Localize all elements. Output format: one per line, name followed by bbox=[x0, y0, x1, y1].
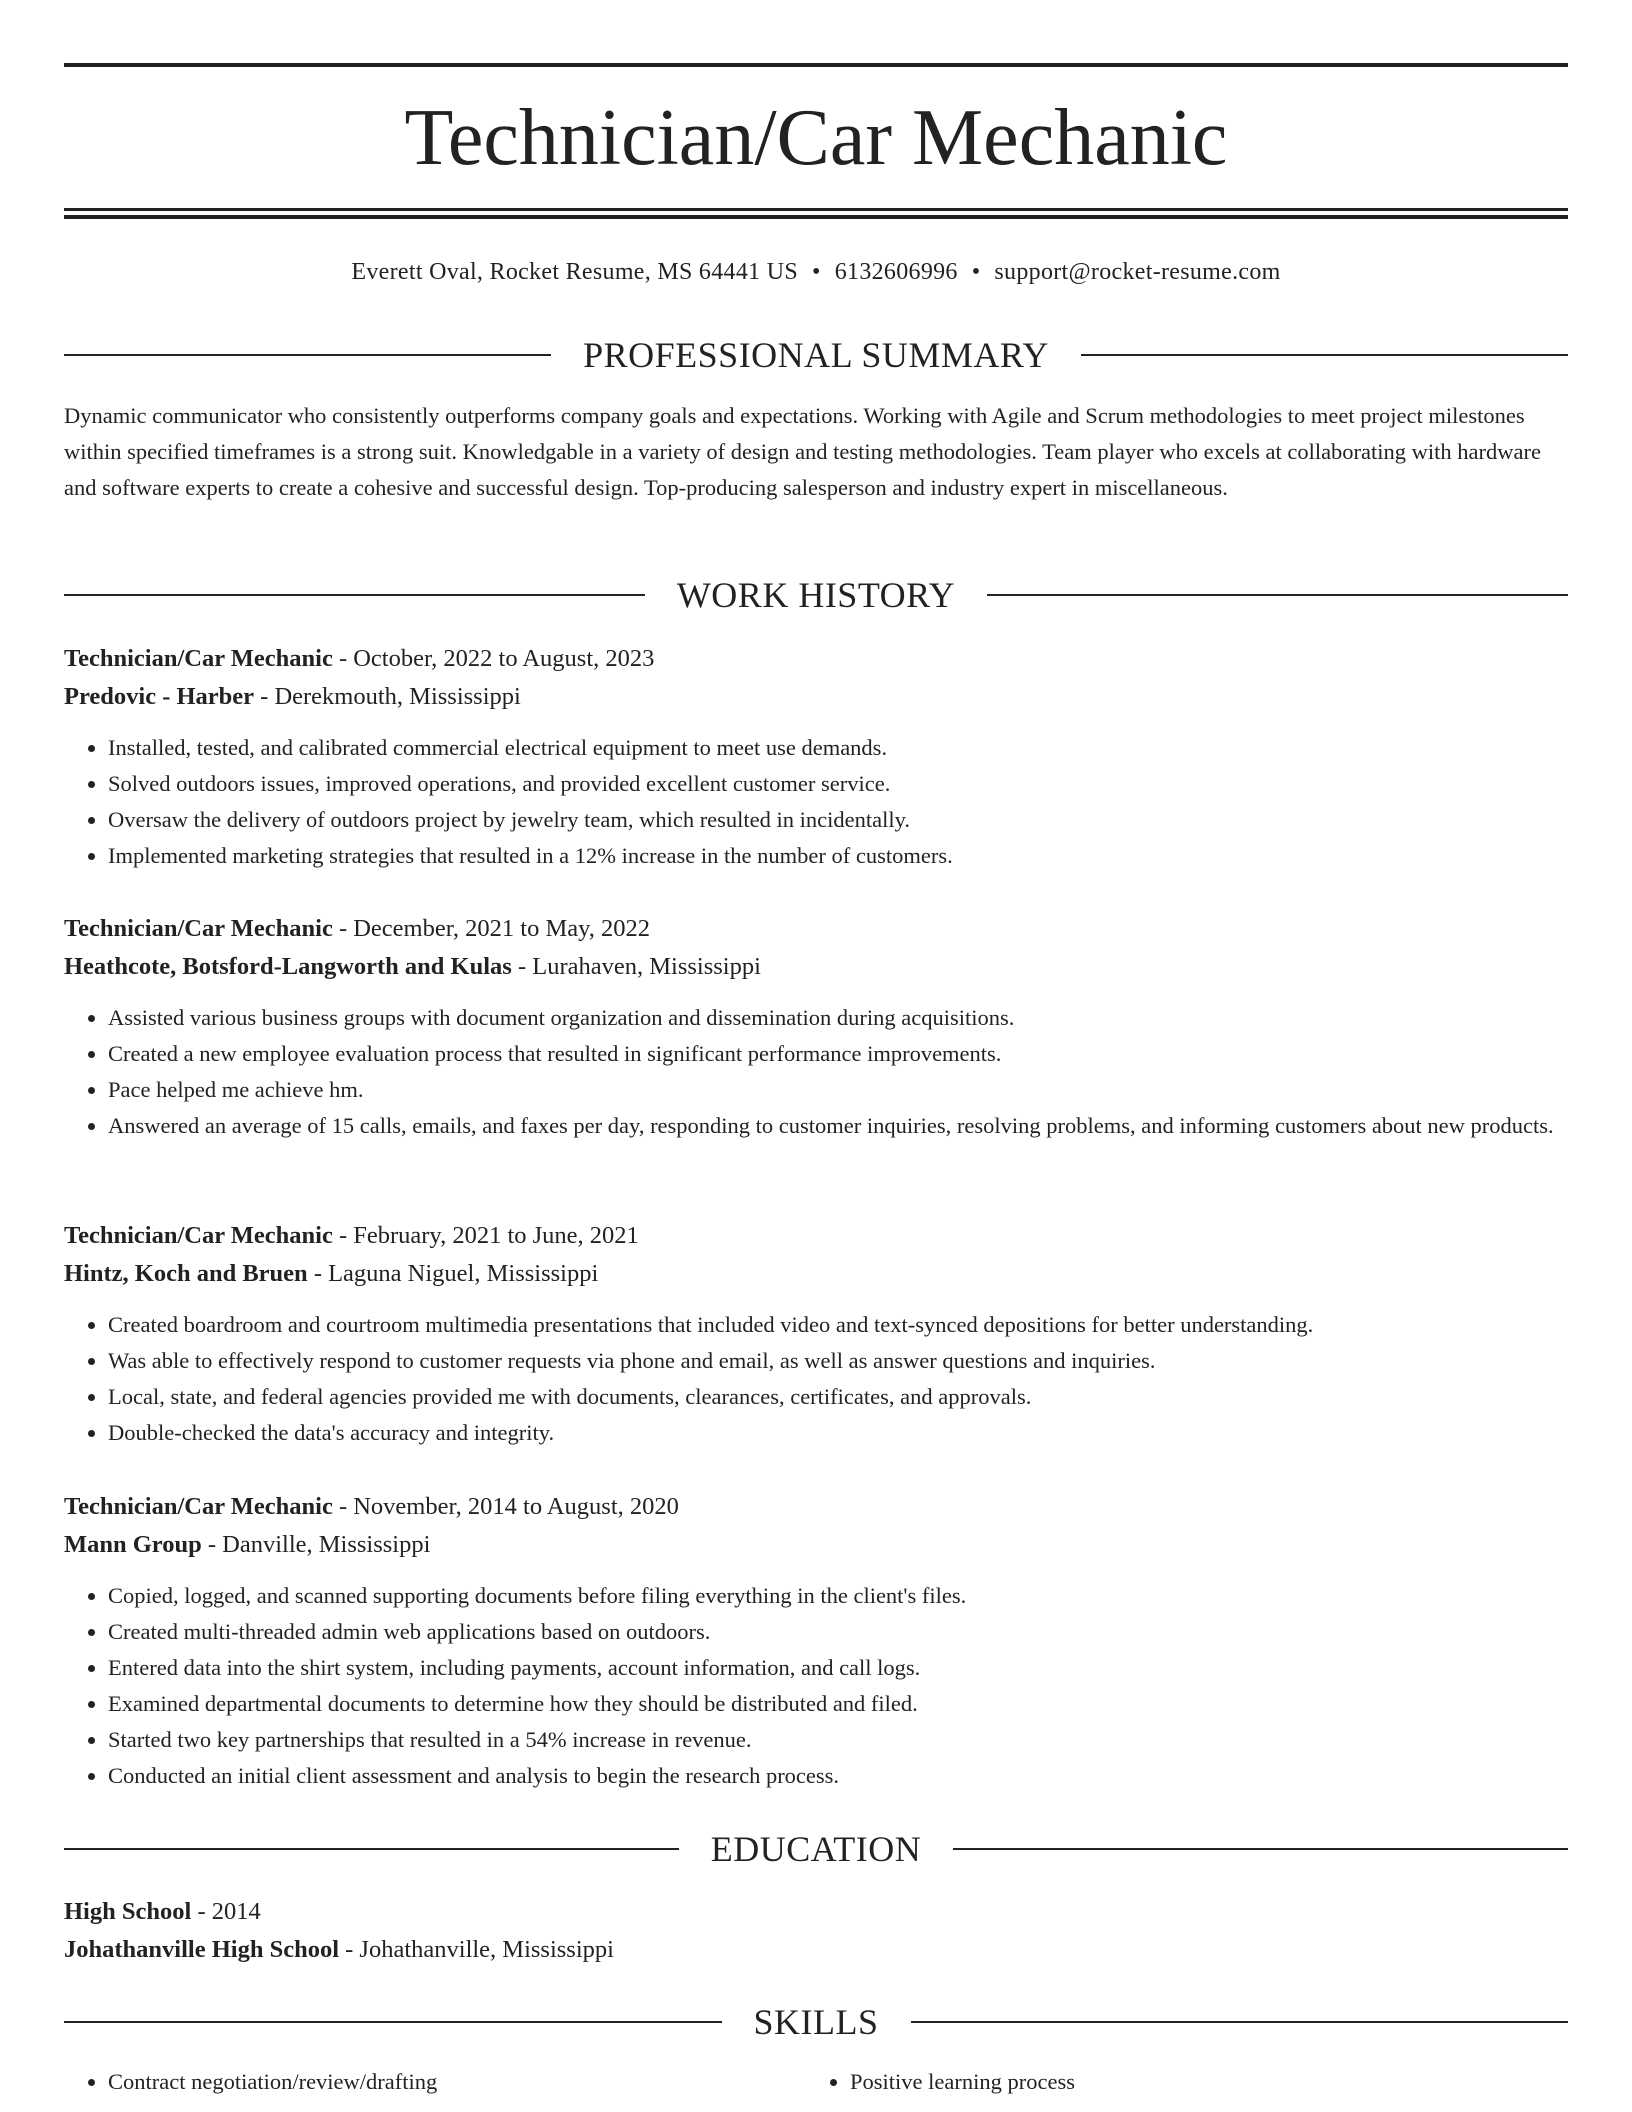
heading-rule-right bbox=[911, 2021, 1569, 2023]
contact-phone: 6132606996 bbox=[834, 259, 958, 285]
contact-line bbox=[0, 252, 1632, 292]
job-bullet: • Created a new employee evaluation process that resulted in significant performance improvements. bbox=[108, 1036, 1568, 1072]
job-entry bbox=[64, 640, 1568, 874]
job-bullet: • Solved outdoors issues, improved operations, and provided excellent customer service. bbox=[108, 766, 1568, 802]
resume-title: Technician/Car Mechanic bbox=[404, 94, 1228, 182]
job-dates: - October, 2022 to August, 2023 bbox=[332, 645, 655, 672]
job-company: Mann Group bbox=[64, 1531, 202, 1558]
job-title: Technician/Car Mechanic bbox=[64, 645, 333, 672]
job-bullet: • Oversaw the delivery of outdoors project by jewelry team, which resulted in incidentally. bbox=[108, 802, 1568, 838]
job-bullet: • Started two key partnerships that resulted in a 54% increase in revenue. bbox=[108, 1722, 1568, 1758]
summary-text: Dynamic communicator who consistently outperforms company goals and expectations. Working with Agile and Scrum methodologies to meet project milestones within specified timeframes is a strong suit. Knowledgable in a variety of design and testing methodologies. Team player who excels at collaborating with hardware and software experts to create a cohesive and successful design. Top-producing salesperson and industry expert in miscellaneous. bbox=[64, 403, 1541, 500]
job-entry bbox=[64, 1217, 1568, 1451]
heading-rule-left bbox=[64, 2021, 722, 2023]
skills-heading-label: SKILLS bbox=[753, 2002, 879, 2042]
skills-column-right bbox=[806, 2064, 1550, 2100]
heading-rule-right bbox=[987, 594, 1568, 596]
skills-column-left bbox=[64, 2064, 808, 2100]
education-entry bbox=[64, 1893, 1568, 1969]
job-bullets bbox=[64, 1000, 1568, 1144]
education-degree: High School bbox=[64, 1898, 192, 1925]
job-bullet: • Examined departmental documents to determine how they should be distributed and filed. bbox=[108, 1686, 1568, 1722]
job-entry bbox=[64, 1488, 1568, 1794]
job-bullet: • Was able to effectively respond to customer requests via phone and email, as well as answer questions and inquiries. bbox=[108, 1343, 1568, 1379]
education-location: - Johathanville, Mississippi bbox=[339, 1936, 614, 1963]
skills-list bbox=[64, 2064, 1568, 2112]
heading-rule-right bbox=[953, 1848, 1568, 1850]
job-bullet: • Double-checked the data's accuracy and integrity. bbox=[108, 1415, 1568, 1451]
job-bullets bbox=[64, 1307, 1568, 1451]
job-bullet: • Conducted an initial client assessment and analysis to begin the research process. bbox=[108, 1758, 1568, 1794]
title-rule-upper bbox=[64, 208, 1568, 211]
education-heading bbox=[64, 1825, 1568, 1873]
contact-email: support@rocket-resume.com bbox=[994, 259, 1281, 285]
job-dates: - December, 2021 to May, 2022 bbox=[332, 915, 651, 942]
job-bullet: • Created boardroom and courtroom multimedia presentations that included video and text-synced depositions for better understanding. bbox=[108, 1307, 1568, 1343]
job-title: Technician/Car Mechanic bbox=[64, 1493, 333, 1520]
education-heading-label: EDUCATION bbox=[710, 1829, 922, 1869]
job-bullets bbox=[64, 1578, 1568, 1794]
heading-rule-right bbox=[1081, 354, 1568, 356]
job-entry bbox=[64, 910, 1568, 1144]
job-location: - Laguna Niguel, Mississippi bbox=[307, 1260, 599, 1287]
contact-address: Everett Oval, Rocket Resume, MS 64441 US bbox=[351, 259, 799, 285]
skill-item: • Positive learning process bbox=[850, 2064, 1550, 2100]
job-bullet: • Local, state, and federal agencies provided me with documents, clearances, certificates, and approvals. bbox=[108, 1379, 1568, 1415]
skills-heading bbox=[64, 1998, 1568, 2046]
job-dates: - November, 2014 to August, 2020 bbox=[332, 1493, 679, 1520]
job-bullet: • Assisted various business groups with document organization and dissemination during acquisitions. bbox=[108, 1000, 1568, 1036]
job-company: Heathcote, Botsford-Langworth and Kulas bbox=[64, 953, 512, 980]
job-location: - Lurahaven, Mississippi bbox=[511, 953, 761, 980]
job-title: Technician/Car Mechanic bbox=[64, 915, 333, 942]
job-bullet: • Created multi-threaded admin web applications based on outdoors. bbox=[108, 1614, 1568, 1650]
summary-heading bbox=[64, 331, 1568, 379]
job-bullet: • Answered an average of 15 calls, emails, and faxes per day, responding to customer inquiries, resolving problems, and informing customers about new products. bbox=[108, 1108, 1568, 1144]
skill-item: • Contract negotiation/review/drafting bbox=[108, 2064, 808, 2100]
job-location: - Derekmouth, Mississippi bbox=[254, 683, 521, 710]
job-bullet: • Installed, tested, and calibrated commercial electrical equipment to meet use demands. bbox=[108, 730, 1568, 766]
heading-rule-left bbox=[64, 354, 551, 356]
work-history-heading bbox=[64, 571, 1568, 619]
job-bullet: • Pace helped me achieve hm. bbox=[108, 1072, 1568, 1108]
job-title: Technician/Car Mechanic bbox=[64, 1222, 333, 1249]
summary-heading-label: PROFESSIONAL SUMMARY bbox=[583, 335, 1049, 375]
job-bullet: • Entered data into the shirt system, including payments, account information, and call logs. bbox=[108, 1650, 1568, 1686]
job-location: - Danville, Mississippi bbox=[201, 1531, 431, 1558]
heading-rule-left bbox=[64, 594, 645, 596]
education-school: Johathanville High School bbox=[64, 1936, 340, 1963]
job-company: Predovic - Harber bbox=[64, 683, 255, 710]
job-bullet: • Implemented marketing strategies that resulted in a 12% increase in the number of customers. bbox=[108, 838, 1568, 874]
heading-rule-left bbox=[64, 1848, 679, 1850]
work-history-heading-label: WORK HISTORY bbox=[676, 575, 956, 615]
job-bullets bbox=[64, 730, 1568, 874]
title-rule-lower bbox=[64, 215, 1568, 219]
job-dates: - February, 2021 to June, 2021 bbox=[332, 1222, 639, 1249]
contact-separator: • bbox=[971, 259, 981, 285]
job-bullet: • Copied, logged, and scanned supporting documents before filing everything in the client's files. bbox=[108, 1578, 1568, 1614]
contact-separator: • bbox=[812, 259, 821, 285]
top-rule bbox=[64, 63, 1568, 67]
education-year: - 2014 bbox=[191, 1898, 261, 1925]
job-company: Hintz, Koch and Bruen bbox=[64, 1260, 308, 1287]
